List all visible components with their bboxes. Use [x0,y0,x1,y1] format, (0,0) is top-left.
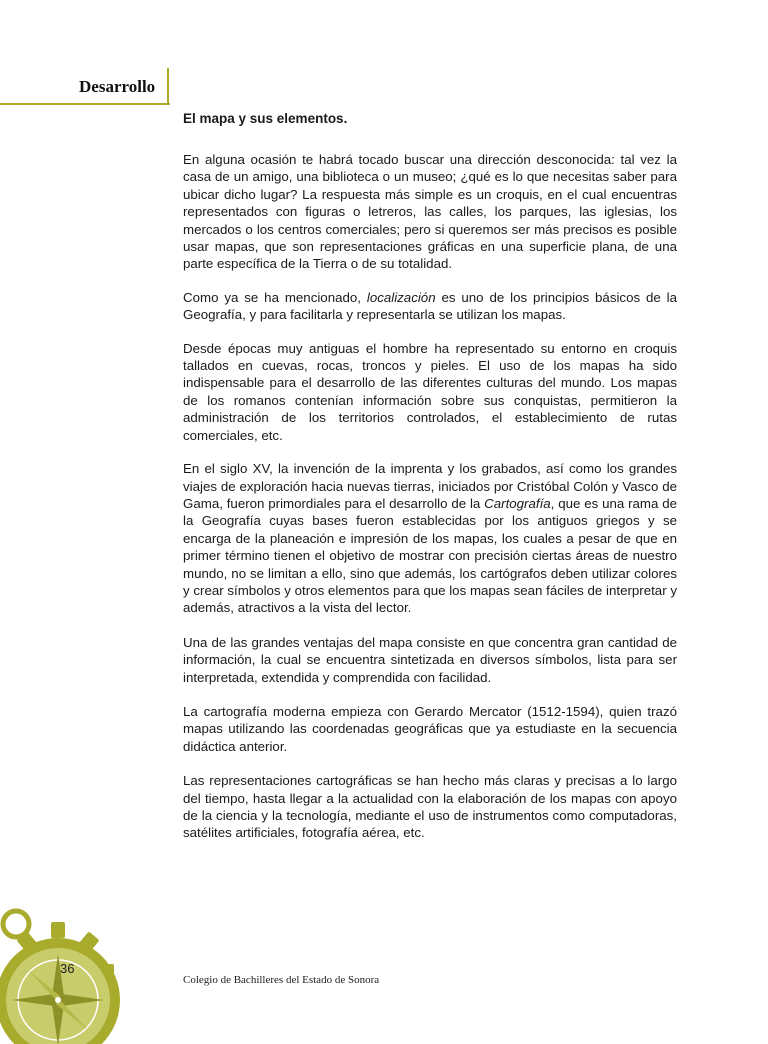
section-header [0,0,175,110]
paragraph-4-text-a: En el siglo XV, la invención de la imprenta y los grabados, así como los grandes viajes de exploración hacia nuevas tierras, iniciados por Cristóbal Colón y Vasco de Gama, fueron primordiales para el desarrollo de la [183,461,677,511]
paragraph-4-emphasis: Cartografía [484,495,551,511]
paragraph-2-emphasis: localización [366,289,436,305]
paragraph-7: Las representaciones cartográficas se han hecho más claras y precisas a lo largo del tiempo, hasta llegar a la actualidad con la elaboración de los mapas con apoyo de la ciencia y la tecnología, mediante el uso de instrumentos como computadoras, satélites artificiales, fotografía aérea, etc. [183,773,677,841]
section-title: Desarrollo [79,77,156,96]
paragraph-1: En alguna ocasión te habrá tocado buscar una dirección desconocida: tal vez la casa de un amigo, una biblioteca o un museo; ¿qué es lo que necesitas saber para ubicar dicho lugar? La respuesta más simple es un croquis, en el cual encuentras representados con figuras o letreros, las calles, los parques, las iglesias, los mercados o los centros comerciales; pero si queremos ser más precisos es posible usar mapas, que son representaciones gráficas en una superficie plana, de una parte específica de la Tierra o de su totalidad. [183,152,677,272]
paragraph-2-text-a: Como ya se ha mencionado, [183,289,367,305]
header-rule-vertical [167,68,169,105]
gear-small-ring [3,911,29,937]
paragraph-2-text-b: es uno de los principios básicos de la Geografía, y para facilitarla y representarla se utilizan los mapas. [183,289,677,323]
compass-center [55,997,61,1003]
paragraph-6: La cartografía moderna empieza con Gerardo Mercator (1512-1594), quien trazó mapas utilizando las coordenadas geográficas que ya estudiaste en la secuencia didáctica anterior. [183,703,677,754]
article-heading: El mapa y sus elementos. [183,111,348,126]
footer-institution: Colegio de Bachilleres del Estado de Sonora [183,974,380,986]
paragraph-2 [183,289,677,324]
page-number: 36 [60,961,75,976]
header-rule-horizontal [0,103,170,105]
paragraph-3: Desde épocas muy antiguas el hombre ha representado su entorno en croquis tallados en cuevas, rocas, troncos y pieles. El uso de los mapas ha sido indispensable para el desarrollo de las diferentes culturas del mundo. Los mapas de los romanos contenían información sobre sus conquistas, permitieron la administración de los territorios controlados, el establecimiento de rutas comerciales, etc. [183,340,677,443]
paragraph-4-text-b: , que es una rama de la Geografía cuyas bases fueron establecidas por los antiguos griegos y se encarga de la planeación e impresión de los mapas, los cuales a pesar de que en primer término tienen el objetivo de mostrar con precisión ciertas áreas de nuestro mundo, no se limitan a ello, sino que además, los cartógrafos deben utilizar colores y crear símbolos y otros elementos para que los mapas sean fáciles de interpretar y además, atractivos a la vista del lector. [183,495,677,616]
paragraph-4 [183,460,677,617]
article-body [183,109,677,842]
paragraph-5: Una de las grandes ventajas del mapa consiste en que concentra gran cantidad de información, la cual se encuentra sintetizada en diversos símbolos, lista para ser interpretada, extendida y comprendida con facilidad. [183,634,677,685]
